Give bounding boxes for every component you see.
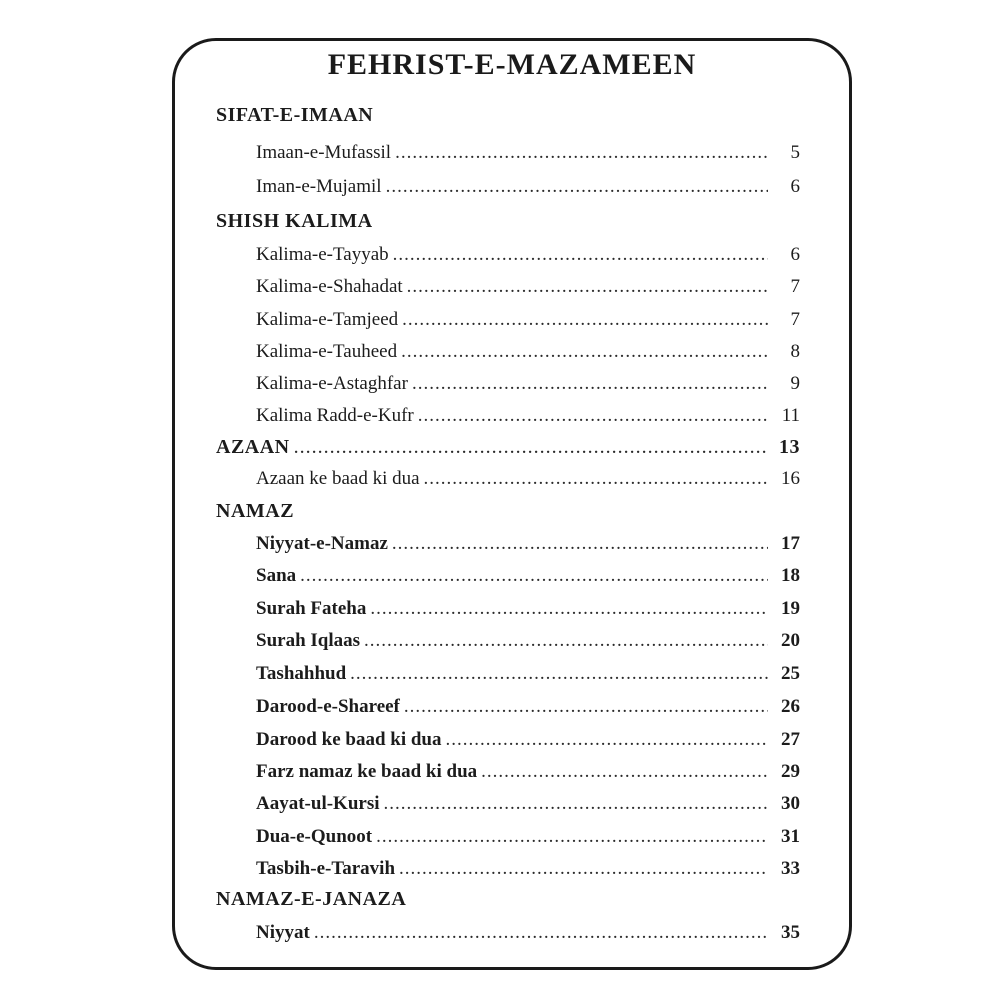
dot-leader (314, 922, 768, 944)
page-number: 17 (781, 533, 800, 554)
dot-leader (407, 276, 768, 298)
dot-leader (392, 533, 768, 555)
toc-entry (216, 598, 800, 628)
page-number: 11 (781, 405, 800, 426)
page-number: 5 (790, 142, 800, 163)
page-number: 19 (781, 598, 800, 619)
page-number: 29 (781, 761, 800, 782)
page-number: 13 (779, 436, 800, 458)
section-heading-row (216, 500, 800, 530)
entry-label: Kalima-e-Tauheed (256, 341, 398, 362)
page-number: 25 (781, 663, 800, 684)
page-number: 18 (781, 565, 800, 586)
section-heading-row (216, 888, 800, 918)
page-number: 31 (781, 826, 800, 847)
section-heading-row (216, 436, 800, 466)
toc-entry (216, 826, 800, 856)
entry-label: Farz namaz ke baad ki dua (256, 761, 478, 782)
section-heading-row (216, 210, 800, 240)
dot-leader (402, 309, 768, 331)
dot-leader (376, 826, 768, 848)
entry-label: Surah Fateha (256, 598, 367, 619)
entry-label: Kalima-e-Shahadat (256, 276, 403, 297)
section-heading: NAMAZ (216, 500, 295, 522)
toc-entry (216, 276, 800, 306)
toc-entry (216, 630, 800, 660)
dot-leader (364, 630, 768, 652)
entry-label: Imaan-e-Mufassil (256, 142, 392, 163)
toc-entry (216, 858, 800, 888)
page-number: 8 (790, 341, 800, 362)
page-number: 35 (781, 922, 800, 943)
toc-entry (216, 696, 800, 726)
dot-leader (399, 858, 768, 880)
toc-entry (216, 565, 800, 595)
dot-leader (446, 729, 769, 751)
toc-entry (216, 663, 800, 693)
page-number: 27 (781, 729, 800, 750)
section-heading: AZAAN (216, 436, 290, 458)
toc-entry (216, 142, 800, 172)
dot-leader (404, 696, 768, 718)
dot-leader (386, 176, 768, 198)
toc-entry (216, 729, 800, 759)
page-number: 20 (781, 630, 800, 651)
dot-leader (300, 565, 768, 587)
entry-label: Niyyat (256, 922, 310, 943)
section-heading: SHISH KALIMA (216, 210, 373, 232)
dot-leader (384, 793, 769, 815)
entry-label: Tashahhud (256, 663, 347, 684)
page-title: FEHRIST-E-MAZAMEEN (327, 48, 697, 81)
entry-label: Sana (256, 565, 297, 586)
dot-leader (395, 142, 768, 164)
toc-entry (216, 244, 800, 274)
page-number: 33 (781, 858, 800, 879)
page-number: 9 (790, 373, 800, 394)
toc-entry (216, 341, 800, 371)
page-number: 30 (781, 793, 800, 814)
dot-leader (418, 405, 768, 427)
toc-entry (216, 373, 800, 403)
entry-label: Darood ke baad ki dua (256, 729, 442, 750)
entry-label: Kalima-e-Tayyab (256, 244, 389, 265)
entry-label: Surah Iqlaas (256, 630, 361, 651)
dot-leader (481, 761, 768, 783)
dot-leader (393, 244, 768, 266)
entry-label: Kalima-e-Tamjeed (256, 309, 399, 330)
page-number: 16 (781, 468, 800, 489)
toc-entry (216, 176, 800, 206)
section-heading: SIFAT-E-IMAAN (216, 104, 374, 126)
page-number: 26 (781, 696, 800, 717)
page-number: 7 (790, 309, 800, 330)
dot-leader (350, 663, 768, 685)
entry-label: Azaan ke baad ki dua (256, 468, 420, 489)
toc-entry (216, 405, 800, 435)
dot-leader (412, 373, 768, 395)
entry-label: Niyyat-e-Namaz (256, 533, 388, 554)
entry-label: Tasbih-e-Taravih (256, 858, 396, 879)
toc-entry (216, 761, 800, 791)
entry-label: Dua-e-Qunoot (256, 826, 373, 847)
page-number: 7 (790, 276, 800, 297)
dot-leader (401, 341, 768, 363)
dot-leader (294, 436, 768, 459)
entry-label: Kalima Radd-e-Kufr (256, 405, 414, 426)
dot-leader (424, 468, 768, 490)
toc-entry (216, 793, 800, 823)
toc-entry (216, 309, 800, 339)
toc-entry (216, 922, 800, 952)
toc-entry (216, 468, 800, 498)
section-heading-row (216, 104, 800, 134)
entry-label: Aayat-ul-Kursi (256, 793, 380, 814)
entry-label: Iman-e-Mujamil (256, 176, 382, 197)
toc-entry (216, 533, 800, 563)
dot-leader (370, 598, 768, 620)
page-number: 6 (790, 176, 800, 197)
page-number: 6 (790, 244, 800, 265)
section-heading: NAMAZ-E-JANAZA (216, 888, 407, 910)
entry-label: Darood-e-Shareef (256, 696, 400, 717)
entry-label: Kalima-e-Astaghfar (256, 373, 408, 394)
